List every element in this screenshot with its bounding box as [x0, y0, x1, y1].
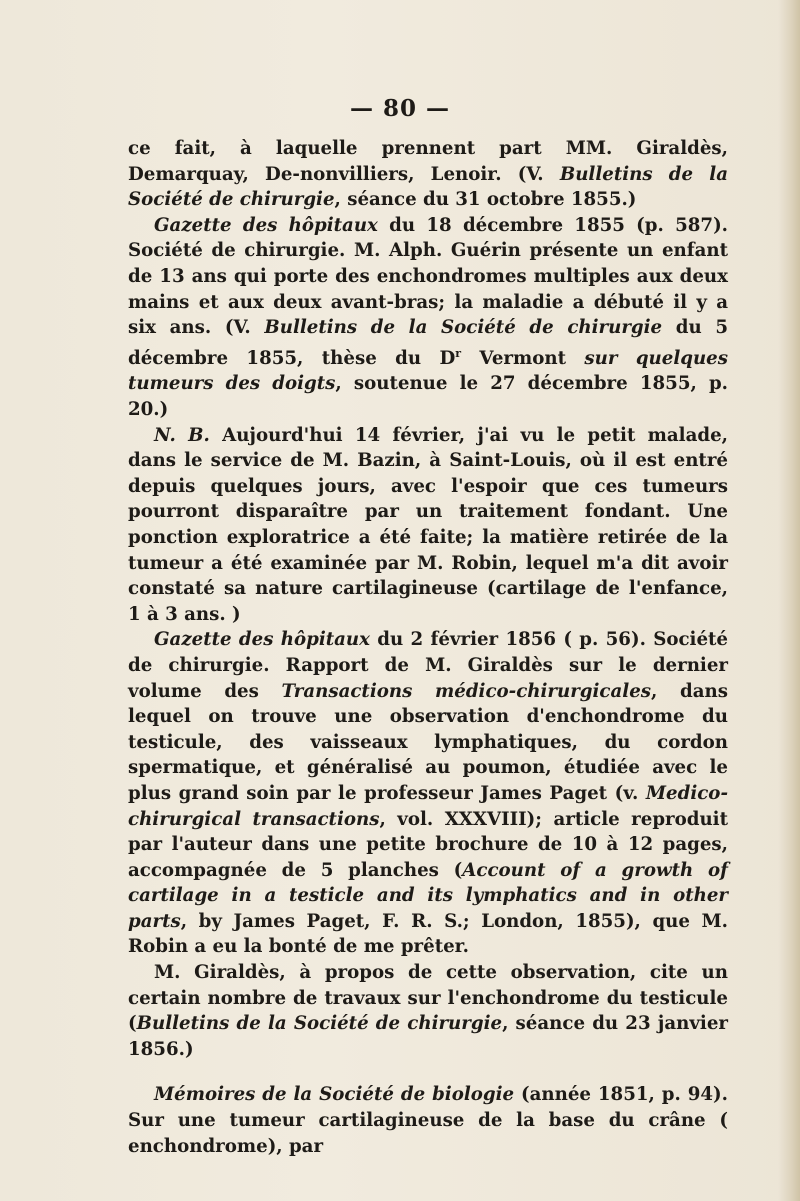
text-run: , vol. XXXVIII); article reproduit par l'auteur dans une petite brochure de 10 à 12 pages, accompagnée de 5 planches (	[128, 808, 728, 881]
italic-run: Bulletins de la Société de chirurgie	[264, 317, 663, 339]
paragraph	[128, 423, 728, 628]
paragraph	[128, 960, 728, 1062]
italic-run: Transactions médico-chirurgicales	[281, 680, 652, 702]
italic-run: Gazette des hôpitaux	[154, 214, 378, 236]
text-run: Aujourd'hui 14 février, j'ai vu le petit malade, dans le service de M. Bazin, à Saint-Louis, où il est entré depuis quelques jours, avec l'espoir que ces tumeurs pourront disparaître par un traitement fondant. Une ponction exploratrice a été faite; la matière retirée de la tumeur a été examinée par M. Robin, lequel m'a dit avoir constaté sa nature cartilagineuse (cartilage de l'enfance, 1 à 3 ans. )	[128, 424, 728, 625]
body-text	[128, 136, 728, 1159]
text-run: (année 1851, p. 94). Sur une tumeur cartilagineuse de la base du crâne ( enchondrome), par	[128, 1084, 728, 1157]
page-number: — 80 —	[349, 95, 451, 122]
italic-run: N. B.	[154, 424, 210, 446]
text-run: , séance du 31 octobre 1855.)	[334, 189, 637, 211]
italic-run: Medico-chirurgical transactions	[128, 782, 728, 830]
text-run: , dans lequel on trouve une observation d'enchondrome du testicule, des vaisseaux lymphatiques, du cordon spermatique, et généralisé au poumon, étudiée avec le plus grand soin par le professeur James Paget (v.	[128, 680, 728, 804]
italic-run: Bulletins de la Société de chirurgie	[128, 163, 728, 211]
text-run: du 5 décembre 1855, thèse du D	[128, 317, 728, 369]
text-run: du 2 février 1856 ( p. 56). Société de chirurgie. Rapport de M. Giraldès sur le dernier volume des	[128, 629, 729, 702]
italic-run: Gazette des hôpitaux	[154, 629, 370, 651]
text-run: , by James Paget, F. R. S.; London, 1855), que M. Robin a eu la bonté de me prêter.	[128, 910, 728, 958]
italic-run: Bulletins de la Société de chirurgie	[136, 1013, 503, 1035]
italic-run: Account of a growth of cartilage in a testicle and its lymphatics and in other parts	[128, 859, 728, 932]
text-run: , soutenue le 27 décembre 1855, p. 20.)	[128, 373, 728, 420]
text-run: Vermont	[461, 347, 585, 369]
text-run: ce fait, à laquelle prennent part MM. Giraldès, Demarquay, De-nonvilliers, Lenoir. (V.	[128, 138, 728, 185]
superscript-run: r	[455, 346, 462, 360]
text-run: , séance du 23 janvier 1856.)	[128, 1013, 728, 1060]
paragraph	[128, 627, 728, 960]
paragraph	[128, 213, 728, 423]
page-edge-shadow	[778, 0, 800, 1201]
paragraph	[128, 1082, 728, 1159]
paragraph	[128, 136, 728, 213]
italic-run: Mémoires de la Société de biologie	[154, 1084, 515, 1106]
text-run: du 18 décembre 1855 (p. 587). Société de chirurgie. M. Alph. Guérin présente un enfant de 13 ans qui porte des enchondromes multiples aux deux mains et aux deux avant-bras; la maladie a débuté il y a six ans. (V.	[128, 214, 729, 339]
text-run: M. Giraldès, à propos de cette observation, cite un certain nombre de travaux sur l'enchondrome du testicule (	[128, 962, 728, 1035]
italic-run: sur quelques tumeurs des doigts	[128, 347, 728, 395]
